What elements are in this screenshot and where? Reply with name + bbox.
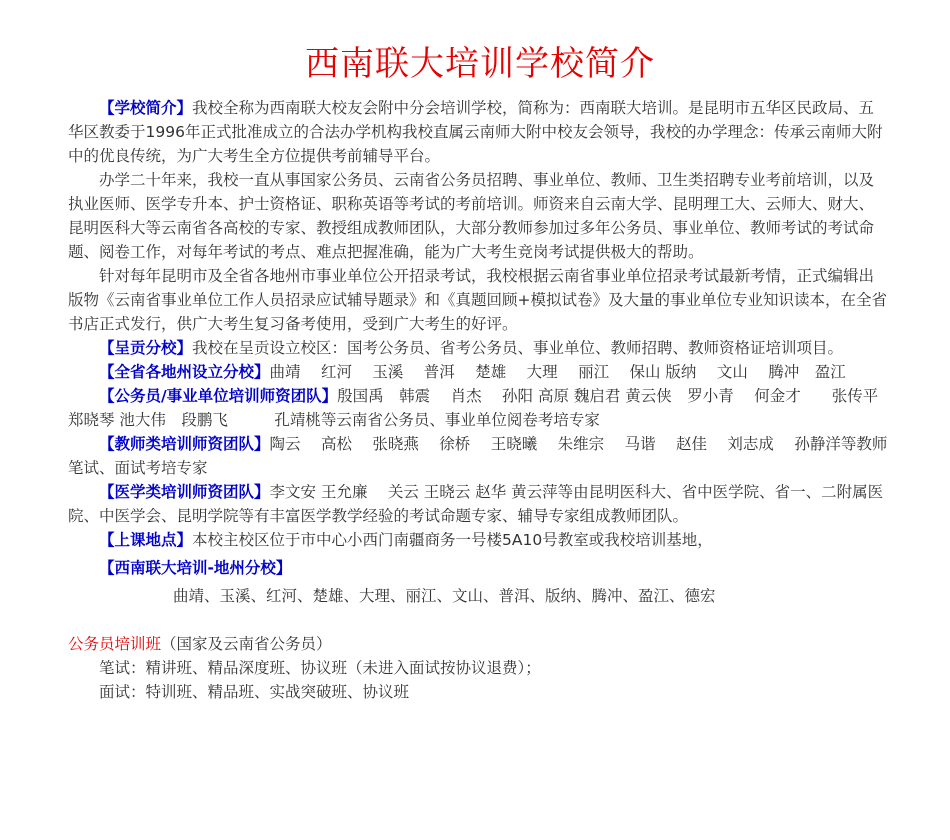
page-title: 西南联大培训学校简介: [305, 44, 655, 84]
course-heading: [68, 632, 888, 656]
location-paragraph: [68, 528, 888, 552]
regional-cities: 曲靖、玉溪、红河、楚雄、大理、丽江、文山、普洱、版纳、腾冲、盈江、德宏: [173, 587, 716, 605]
civil-team-paragraph: [68, 384, 910, 432]
civil-team-text: 殷国禹 韩震 肖杰 孙阳 高原 魏启君 黄云侠 罗小青 何金才 张传平 郑晓琴 池大伟 段鹏飞 孔靖桃等云南省公务员、事业单位阅卷考培专家: [68, 387, 910, 429]
chenggong-tag: 【呈贡分校】: [99, 339, 193, 357]
medical-team-tag: 【医学类培训师资团队】: [99, 483, 270, 501]
branches-paragraph: [68, 360, 888, 384]
course-name: 公务员培训班: [68, 635, 162, 653]
medical-team-text: 李文安 王允廉 关云 王晓云 赵华 黄云萍等由昆明医科大、省中医学院、省一、二附属医院、中医学会、昆明学院等有丰富医学教学经验的考试命题专家、辅导专家组成教师团队。: [68, 483, 884, 525]
course-written: 笔试：精讲班、精品深度班、协议班（未进入面试按协议退费）；: [99, 659, 541, 677]
publication-paragraph: 针对每年昆明市及全省各地州市事业单位公开招录考试，我校根据云南省事业单位招录考试最新考情，正式编辑出版物《云南省事业单位工作人员招录应试辅导题录》和《真题回顾+模拟试卷》及大量的事业单位专业知识读本，在全省书店正式发行，供广大考生复习备考使用，受到广大考生的好评。: [68, 267, 887, 333]
branches-text: 曲靖 红河 玉溪 普洱 楚雄 大理 丽江 保山 版纳 文山 腾冲 盈江: [269, 363, 846, 381]
branches-tag: 【全省各地州设立分校】: [99, 363, 270, 381]
civil-team-tag: 【公务员/事业单位培训师资团队】: [99, 387, 338, 405]
intro-text: 我校全称为西南联大校友会附中分会培训学校，简称为：西南联大培训。是昆明市五华区民政局、五华区教委于1996年正式批准成立的合法办学机构我校直属云南师大附中校友会领导，我校的办学理念：传承云南师大附中的优良传统，为广大考生全方位提供考前辅导平台。: [68, 99, 883, 165]
history-paragraph: 办学二十年来，我校一直从事国家公务员、云南省公务员招聘、事业单位、教师、卫生类招聘专业考前培训，以及执业医师、医学专升本、护士资格证、职称英语等考试的考前培训。师资来自云南大学、昆明理工大、云师大、财大、昆明医科大等云南省各高校的专家、教授组成教师团队，大部分教师参加过多年公务员、事业单位、教师考试的考试命题、阅卷工作，对每年考试的考点、难点把握准确，能为广大考生竞岗考试提供极大的帮助。: [68, 171, 875, 261]
teacher-team-text: 陶云 高松 张晓燕 徐桥 王晓曦 朱维宗 马谐 赵佳 刘志成 孙静洋等教师笔试、面试考培专家: [68, 435, 888, 477]
article-body: [68, 96, 910, 704]
teacher-team-paragraph: [68, 432, 888, 480]
regional-heading: [68, 556, 888, 580]
chenggong-text: 我校在呈贡设立校区：国考公务员、省考公务员、事业单位、教师招聘、教师资格证培训项目。: [192, 339, 844, 357]
course-scope: （国家及云南省公务员）: [161, 635, 332, 653]
location-text: 本校主校区位于市中心小西门南疆商务一号楼5A10号教室或我校培训基地，: [192, 531, 713, 549]
teacher-team-tag: 【教师类培训师资团队】: [99, 435, 270, 453]
location-tag: 【上课地点】: [99, 531, 193, 549]
chenggong-paragraph: [68, 336, 888, 360]
course-interview: 面试：特训班、精品班、实战突破班、协议班: [99, 683, 410, 701]
medical-team-paragraph: [68, 480, 888, 528]
intro-paragraph: [68, 96, 888, 168]
intro-tag: 【学校简介】: [99, 99, 193, 117]
regional-tag: 【西南联大培训-地州分校】: [99, 559, 292, 577]
